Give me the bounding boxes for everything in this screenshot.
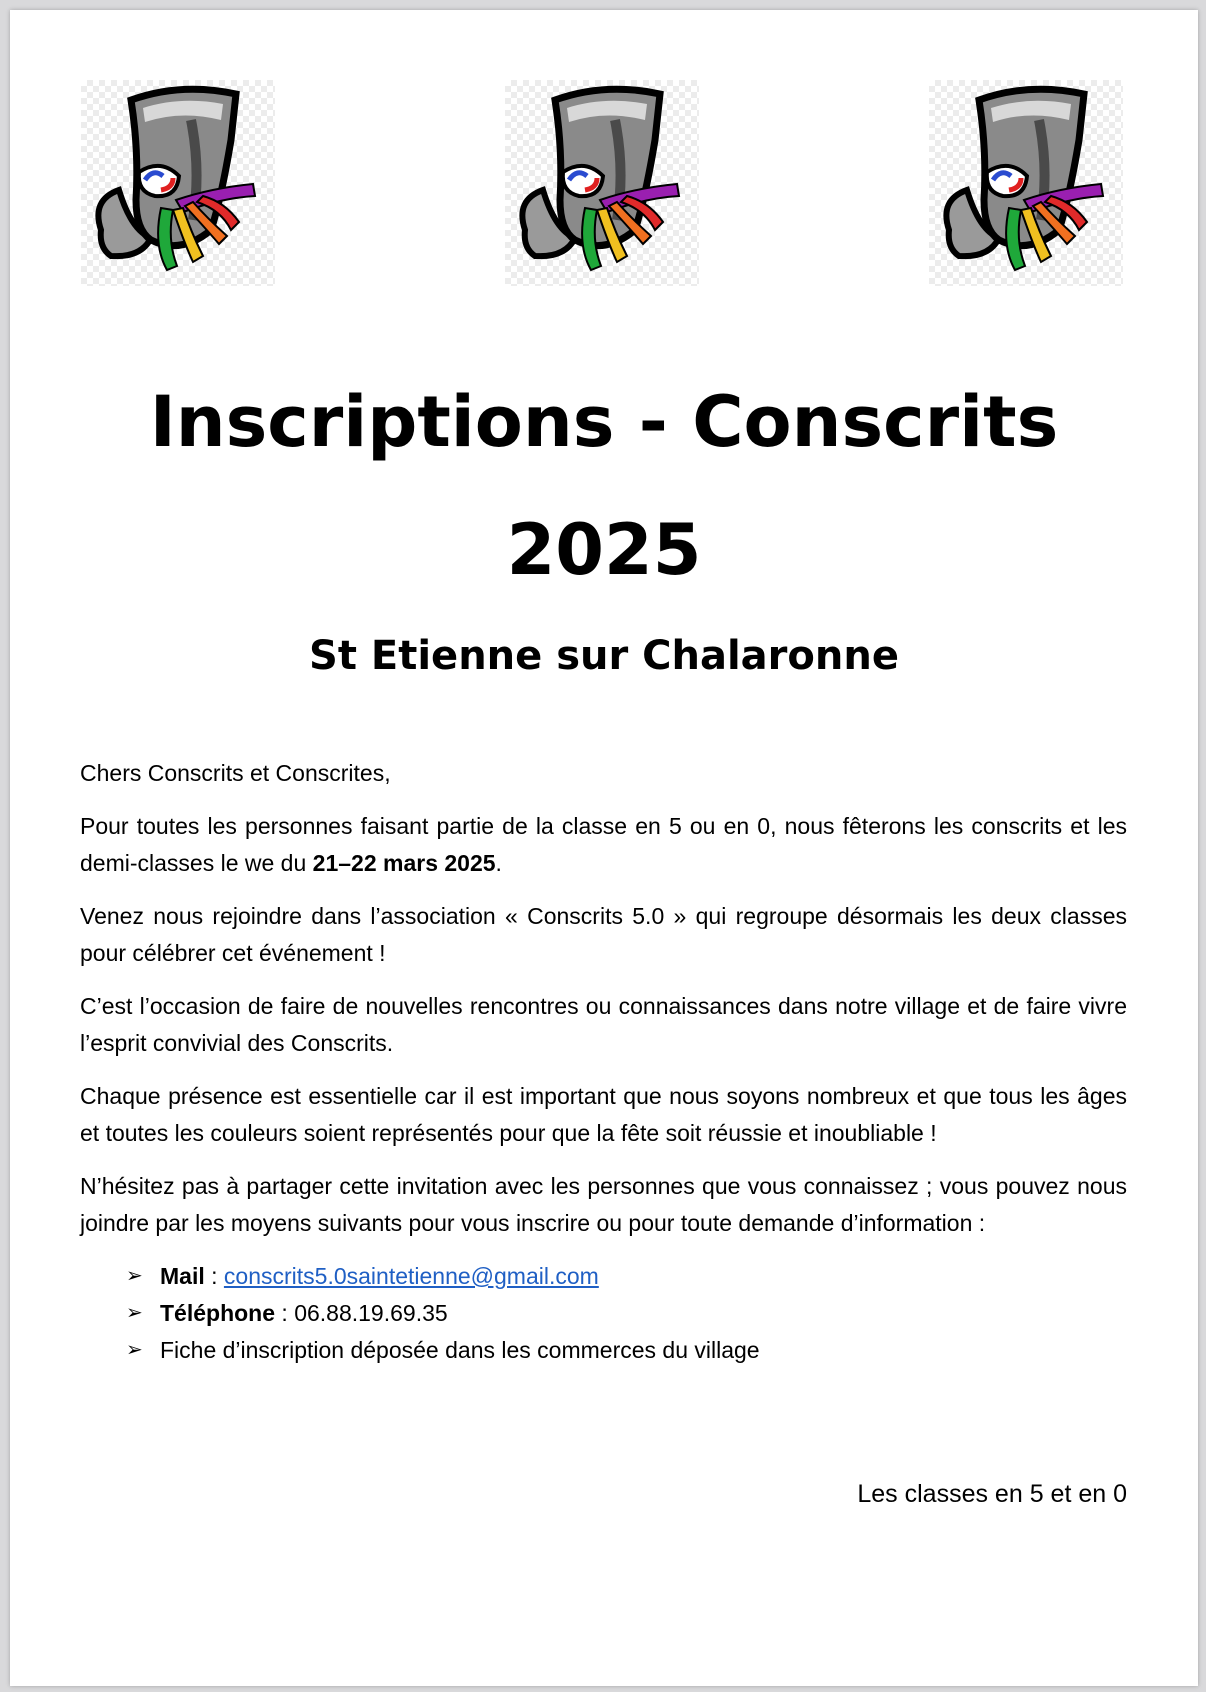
title-line-2: 2025: [506, 509, 702, 591]
arrow-bullet-icon: ➢: [126, 1302, 143, 1324]
mail-label: Mail: [160, 1263, 205, 1289]
conscrit-hat-icon: [929, 80, 1123, 286]
email-link[interactable]: conscrits5.0saintetienne@gmail.com: [223, 1263, 599, 1289]
paragraph-contact-intro: N’hésitez pas à partager cette invitation avec les personnes que vous connaissez ; vous pouvez nous joindre par les moyens suivants pour vous inscrire ou pour toute demande d’information :: [80, 1173, 1127, 1236]
letter-body: [80, 755, 1127, 1369]
page-title: [10, 358, 1198, 614]
list-item-mail: [126, 1258, 1127, 1295]
form-text: Fiche d’inscription déposée dans les commerces du village: [160, 1337, 760, 1363]
paragraph-event-date: [80, 808, 1127, 882]
conscrit-hat-icon: [81, 80, 275, 286]
document-page: [10, 10, 1198, 1686]
arrow-bullet-icon: ➢: [126, 1265, 143, 1287]
paragraph-association: Venez nous rejoindre dans l’association « Conscrits 5.0 » qui regroupe désormais les deux classes pour célébrer cet événement !: [80, 903, 1127, 966]
title-line-1: Inscriptions - Conscrits: [149, 381, 1059, 463]
separator: :: [204, 1263, 224, 1289]
arrow-bullet-icon: ➢: [126, 1339, 143, 1361]
contact-list: [80, 1258, 1127, 1369]
paragraph-text: Pour toutes les personnes faisant partie de la classe en 5 ou en 0, nous fêterons les conscrits et les demi-classes le we du: [80, 813, 1127, 876]
phone-number: 06.88.19.69.35: [294, 1300, 448, 1326]
list-item-phone: [126, 1295, 1127, 1332]
signature: Les classes en 5 et en 0: [857, 1480, 1127, 1508]
event-date: 21–22 mars 2025: [312, 850, 496, 876]
greeting: Chers Conscrits et Conscrites,: [80, 760, 391, 786]
conscrit-hat-icon: [505, 80, 699, 286]
list-item-form: [126, 1332, 1127, 1369]
paragraph-occasion: C’est l’occasion de faire de nouvelles rencontres ou connaissances dans notre village et de faire vivre l’esprit convivial des Conscrits.: [80, 993, 1127, 1056]
separator: :: [275, 1300, 295, 1326]
paragraph-presence: Chaque présence est essentielle car il est important que nous soyons nombreux et que tous les âges et toutes les couleurs soient représentés pour que la fête soit réussie et inoubliable !: [80, 1083, 1127, 1146]
paragraph-text: .: [495, 850, 502, 876]
header-illustrations: [10, 80, 1198, 290]
page-subtitle: St Etienne sur Chalaronne: [309, 633, 899, 679]
phone-label: Téléphone: [160, 1300, 276, 1326]
